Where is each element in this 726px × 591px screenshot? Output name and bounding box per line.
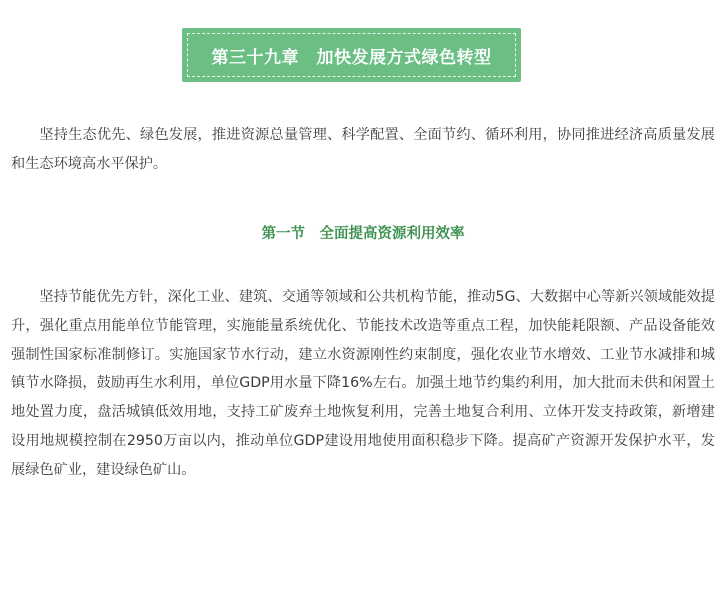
body-paragraph: 坚持节能优先方针，深化工业、建筑、交通等领域和公共机构节能，推动5G、大数据中心等新兴领域能效提升，强化重点用能单位节能管理，实施能量系统优化、节能技术改造等重点工程，加快能耗限额、产品设备能效强制性国家标准制修订。实施国家节水行动，建立水资源刚性约束制度，强化农业节水增效、工业节水减排和城镇节水降损，鼓励再生水利用，单位GDP用水量下降16%左右。加强土地节约集约利用，加大批而未供和闲置土地处置力度，盘活城镇低效用地，支持工矿废弃土地恢复利用，完善土地复合利用、立体开发支持政策，新增建设用地规模控制在2950万亩以内，推动单位GDP建设用地使用面积稳步下降。提高矿产资源开发保护水平，发展绿色矿业，建设绿色矿山。 <box>11 289 715 478</box>
chapter-banner <box>182 28 521 82</box>
intro-paragraph: 坚持生态优先、绿色发展，推进资源总量管理、科学配置、全面节约、循环利用，协同推进经济高质量发展和生态环境高水平保护。 <box>11 127 715 172</box>
section-title: 第一节 全面提高资源利用效率 <box>261 226 465 242</box>
chapter-title: 第三十九章 加快发展方式绿色转型 <box>211 47 492 68</box>
